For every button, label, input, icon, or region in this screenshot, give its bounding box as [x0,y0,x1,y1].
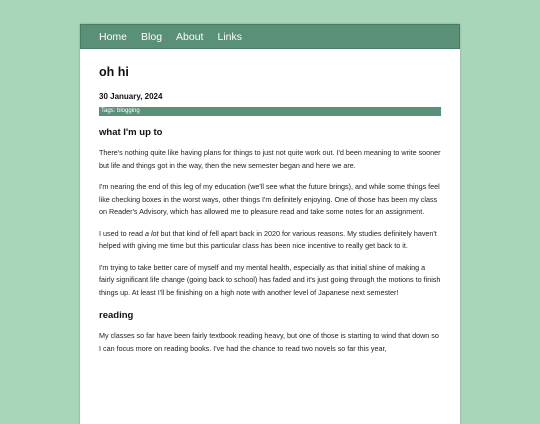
section-heading-reading: reading [99,310,134,321]
paragraph-text: but that kind of fell apart back in 2020 for various reasons. My studies definitely haven't helped with giving me time but this particular class has been nice incentive to really get back to it. [99,228,437,250]
top-nav [80,24,460,49]
post-title: oh hi [99,65,129,79]
blog-page [80,24,460,424]
post-content [80,65,460,355]
paragraph: My classes so far have been fairly textbook reading heavy, but one of those is starting to wind that down so I can focus more on reading books. I've had the chance to read two novels so far this year, [99,331,439,353]
paragraph-text: I used to read [99,228,145,238]
nav-links-link[interactable]: Links [217,30,242,43]
emphasis-text: a lot [144,228,159,238]
section-heading-what-im-up-to: what I'm up to [99,127,163,138]
nav-about-link[interactable]: About [176,30,204,43]
post-date: 30 January, 2024 [99,92,163,101]
paragraph: I'm nearing the end of this leg of my education (we'll see what the future brings), and while some things feel like checking boxes in the worst ways, other things I'm definitely enjoying. One of those has been my class on Reader's Advisory, which has allowed me to pleasure read and take some notes for an assignment. [99,182,440,216]
post-tags[interactable]: Tags: blogging [99,107,441,116]
paragraph: There's nothing quite like having plans for things to just not quite work out. I'd been meaning to write sooner but life and things got in the way, then the new semester began and here we are. [99,148,441,170]
nav-blog-link[interactable]: Blog [141,30,163,43]
paragraph [99,228,441,253]
nav-home-link[interactable]: Home [99,30,128,43]
paragraph: I'm trying to take better care of myself and my mental health, especially as that initial shine of making a fairly significant life change (going back to school) has faded and it's just going through the motions to finish things up. At least I'll be finishing on a high note with another level of Japanese next semester! [99,262,441,297]
